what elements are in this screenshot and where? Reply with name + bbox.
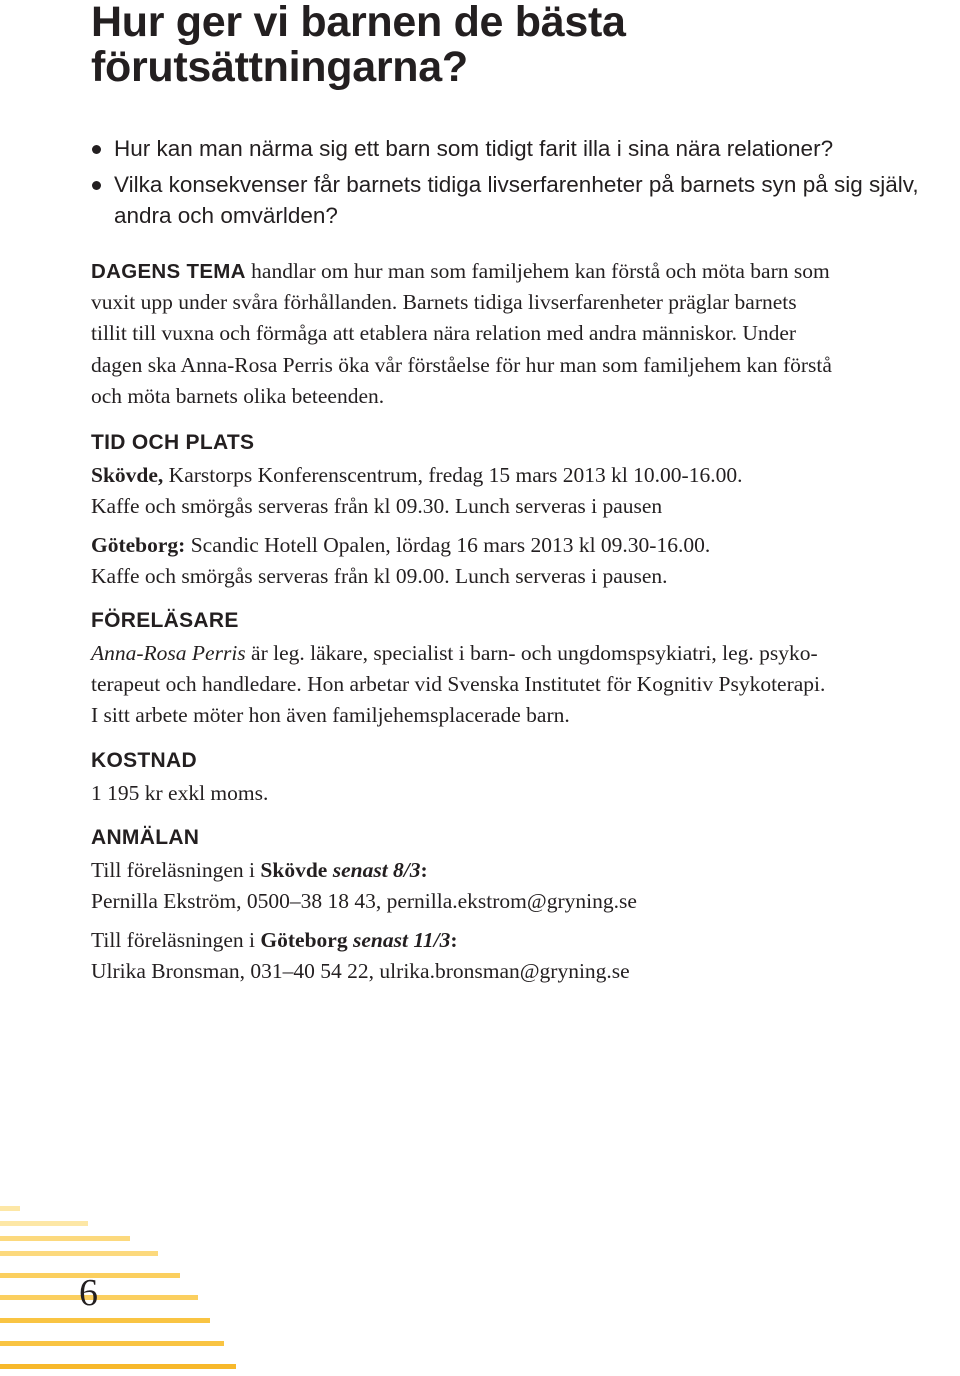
anmalan-heading: ANMÄLAN (91, 826, 200, 849)
anmalan-deadline: senast 11/3 (352, 928, 451, 952)
anmalan-contact: Pernilla Ekström, 0500–38 18 43, pernilla.ekstrom@gryning.se (91, 889, 637, 914)
stripe (0, 1251, 158, 1256)
tid-heading: TID OCH PLATS (91, 431, 255, 454)
list-item: Vilka konsekvenser får barnets tidiga livserfarenheter på barnets syn på sig själv, andra och omvärlden? (91, 169, 957, 231)
forelasare-heading: FÖRELÄSARE (91, 609, 239, 632)
stripe (0, 1364, 236, 1369)
speaker-line: I sitt arbete möter hon även familjehemsplacerade barn. (91, 703, 570, 728)
stripe (0, 1236, 130, 1241)
anmalan-colon: : (420, 858, 428, 882)
intro-paragraph (91, 256, 957, 412)
anmalan-deadline: senast 8/3 (332, 858, 421, 882)
anmalan-colon: : (450, 928, 458, 952)
goteborg-details-2: Kaffe och smörgås serveras från kl 09.00. Lunch serveras i pausen. (91, 564, 668, 589)
anmalan-city: Göteborg (260, 928, 348, 952)
goteborg-details: Scandic Hotell Opalen, lördag 16 mars 2013 kl 09.30-16.00. (190, 533, 711, 557)
speaker-line: är leg. läkare, specialist i barn- och ungdomspsykiatri, leg. psyko- (251, 641, 818, 665)
anmalan-prefix: Till föreläsningen i (91, 858, 256, 882)
title-line-1: Hur ger vi barnen de bästa (91, 0, 626, 46)
stripe (0, 1221, 88, 1226)
kostnad-text: 1 195 kr exkl moms. (91, 781, 269, 805)
question-list (91, 133, 957, 236)
intro-line: och möta barnets olika beteenden. (91, 383, 385, 408)
anmalan-skovde (91, 855, 957, 917)
stripe (0, 1206, 20, 1211)
tid-skovde (91, 460, 957, 522)
anmalan-city: Skövde (260, 858, 328, 882)
list-item: Hur kan man närma sig ett barn som tidigt farit illa i sina nära relationer? (91, 133, 957, 164)
intro-line: dagen ska Anna-Rosa Perris öka vår förståelse för hur man som familjehem kan förstå (91, 352, 832, 377)
skovde-details: Karstorps Konferenscentrum, fredag 15 mars 2013 kl 10.00-16.00. (168, 463, 743, 487)
anmalan-prefix: Till föreläsningen i (91, 928, 256, 952)
forelasare-text (91, 638, 957, 732)
speaker-name: Anna-Rosa Perris (91, 641, 246, 665)
anmalan-goteborg (91, 925, 957, 987)
tid-goteborg (91, 530, 957, 592)
goteborg-city: Göteborg: (91, 533, 186, 557)
stripe (0, 1318, 210, 1323)
anmalan-contact: Ulrika Bronsman, 031–40 54 22, ulrika.bronsman@gryning.se (91, 959, 630, 984)
intro-line: handlar om hur man som familjehem kan förstå och möta barn som (251, 259, 830, 283)
speaker-line: terapeut och handledare. Hon arbetar vid Svenska Institutet för Kognitiv Psykoterapi. (91, 672, 826, 697)
title-line-2: förutsättningarna? (91, 43, 468, 91)
intro-line: vuxit upp under svåra förhållanden. Barnets tidiga livserfarenheter präglar barnets (91, 290, 797, 315)
kostnad-heading: KOSTNAD (91, 749, 197, 772)
skovde-details-2: Kaffe och smörgås serveras från kl 09.30. Lunch serveras i pausen (91, 494, 663, 519)
stripe (0, 1341, 224, 1346)
skovde-city: Skövde, (91, 463, 164, 487)
page-number: 6 (79, 1272, 98, 1314)
stripe (0, 1295, 198, 1300)
intro-lead: DAGENS TEMA (91, 260, 246, 283)
page-title (91, 0, 951, 90)
intro-line: tillit till vuxna och förmåga att etablera nära relation med andra människor. Under (91, 321, 797, 346)
